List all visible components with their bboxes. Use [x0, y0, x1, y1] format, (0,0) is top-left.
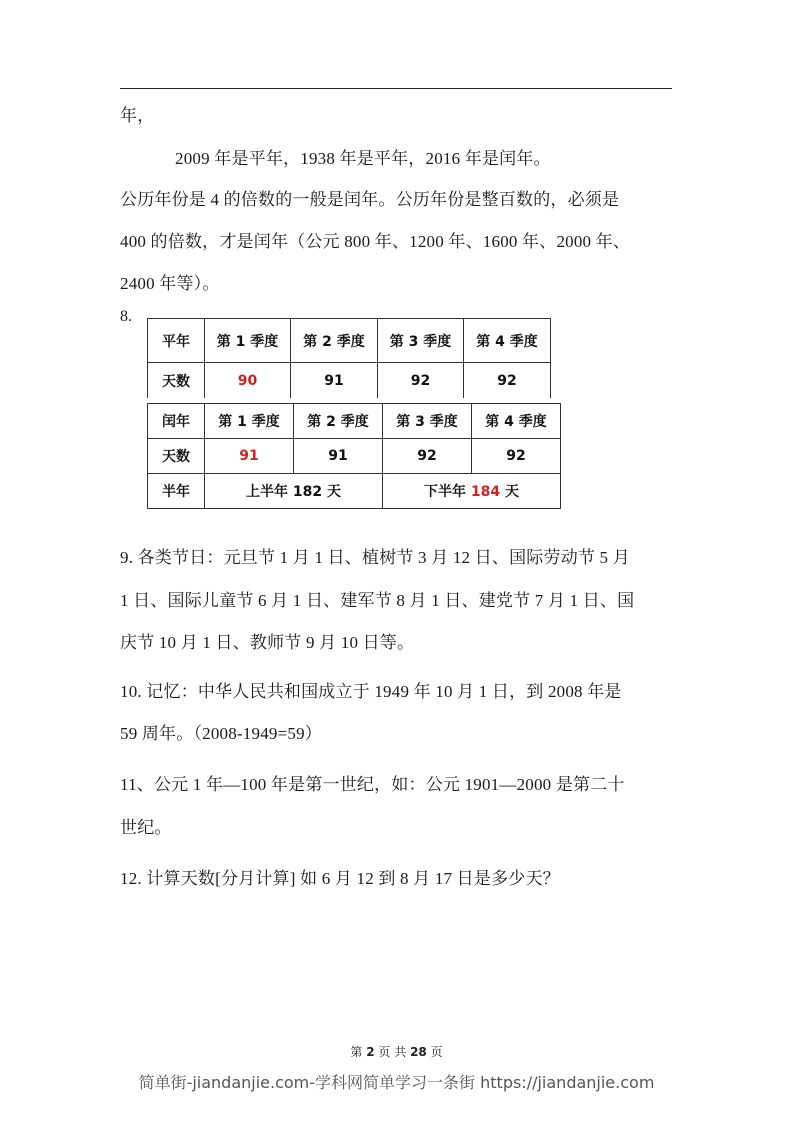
table-cell: 半年	[148, 474, 205, 509]
page-number	[0, 1043, 793, 1060]
table-cell: 第 3 季度	[383, 404, 472, 439]
text-line: 11、公元 1 年—100 年是第一世纪，如：公元 1901—2000 是第二十	[120, 775, 625, 794]
table-row	[148, 439, 561, 474]
leap-year-table	[147, 403, 561, 509]
page-total: 28	[410, 1045, 427, 1059]
table-cell: 92	[472, 439, 561, 474]
table-cell: 第 1 季度	[205, 319, 291, 363]
table-row	[148, 319, 551, 363]
text-line: 10. 记忆：中华人民共和国成立于 1949 年 10 月 1 日，到 2008 年是	[120, 682, 622, 701]
table-row	[148, 474, 561, 509]
text-line: 庆节 10 月 1 日、教师节 9 月 10 日等。	[120, 633, 415, 652]
header-rule	[120, 88, 672, 89]
table-cell: 第 1 季度	[205, 404, 294, 439]
table-cell-highlight: 91	[205, 439, 294, 474]
table-cell: 第 2 季度	[294, 404, 383, 439]
table-cell: 上半年 182 天	[205, 474, 383, 509]
table-cell: 闰年	[148, 404, 205, 439]
table-cell: 第 3 季度	[378, 319, 464, 363]
item-number-8: 8.	[120, 308, 132, 325]
text-line: 公历年份是 4 的倍数的一般是闰年。公历年份是整百数的，必须是	[120, 190, 620, 209]
table-cell: 第 2 季度	[291, 319, 378, 363]
table-cell	[383, 474, 561, 509]
page-prefix: 第	[350, 1045, 363, 1059]
table-row	[148, 404, 561, 439]
second-half-prefix: 下半年	[424, 484, 471, 500]
table-cell-highlight: 90	[205, 363, 291, 399]
page-suffix: 页	[430, 1045, 443, 1059]
table-cell: 天数	[148, 439, 205, 474]
table-cell: 第 4 季度	[472, 404, 561, 439]
table-cell: 91	[291, 363, 378, 399]
table-cell: 第 4 季度	[464, 319, 551, 363]
text-line: 2009 年是平年，1938 年是平年，2016 年是闰年。	[175, 149, 551, 168]
table-cell: 92	[378, 363, 464, 399]
text-line: 1 日、国际儿童节 6 月 1 日、建军节 8 月 1 日、建党节 7 月 1 日、国	[120, 591, 635, 610]
table-cell: 91	[294, 439, 383, 474]
text-line: 400 的倍数，才是闰年（公元 800 年、1200 年、1600 年、2000 年、	[120, 232, 631, 251]
table-cell: 92	[383, 439, 472, 474]
table-row	[148, 363, 551, 399]
text-line: 世纪。	[120, 818, 172, 837]
table-cell: 92	[464, 363, 551, 399]
text-line: 12. 计算天数[分月计算] 如 6 月 12 到 8 月 17 日是多少天？	[120, 869, 560, 888]
table-cell: 天数	[148, 363, 205, 399]
second-half-suffix: 天	[500, 484, 519, 500]
common-year-table	[147, 318, 551, 398]
second-half-value: 184	[470, 484, 501, 500]
text-line: 2400 年等）。	[120, 274, 220, 293]
page-mid: 页 共	[378, 1045, 407, 1059]
text-line: 年，	[120, 106, 155, 125]
watermark-footer: 简单街-jiandanjie.com-学科网简单学习一条街 https://jiandanjie.com	[138, 1073, 655, 1092]
page-current: 2	[366, 1045, 375, 1059]
table-cell: 平年	[148, 319, 205, 363]
text-line: 59 周年。（2008-1949=59）	[120, 724, 322, 743]
text-line: 9. 各类节日：元旦节 1 月 1 日、植树节 3 月 12 日、国际劳动节 5 月	[120, 548, 630, 567]
